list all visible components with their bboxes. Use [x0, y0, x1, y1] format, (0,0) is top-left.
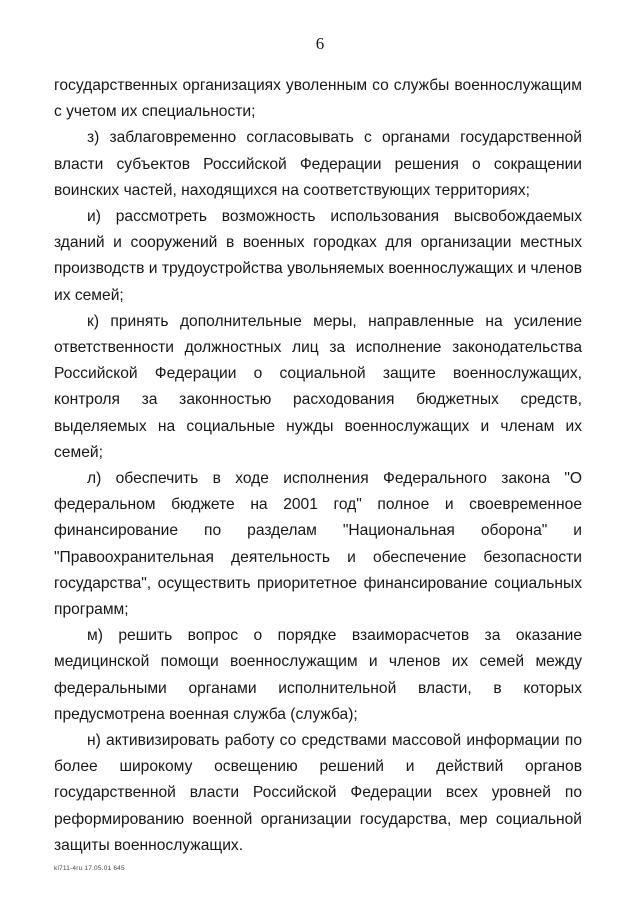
- paragraph-item-m: м) решить вопрос о порядке взаиморасчетов за оказание медицинской помощи военнослужащим и членов их семей между федеральными органами исполнительной власти, в которых предусмотрена военная служба (служба);: [54, 627, 582, 723]
- paragraph-item-i: и) рассмотреть возможность использования высвобождаемых зданий и сооружений в военных городках для организации местных производств и трудоустройства увольняемых военнослужащих и членов их семей;: [54, 208, 582, 304]
- paragraph-item-n: н) активизировать работу со средствами массовой информации по более широкому освещению решений и действий органов государственной власти Российской Федерации всех уровней по реформированию военной организации государства, мер социальной защиты военнослужащих.: [54, 732, 582, 854]
- paragraph-item-z: з) заблаговременно согласовывать с органами государственной власти субъектов Российской Федерации решения о сокращении воинских частей, находящихся на соответствующих территориях;: [54, 129, 582, 199]
- paragraph-item-l: л) обеспечить в ходе исполнения Федерального закона "О федеральном бюджете на 2001 год" полное и своевременное финансирование по разделам "Национальная оборона" и "Правоохранительная деятельность и обеспечение безопасности государства", осуществить приоритетное финансирование социальных программ;: [54, 470, 582, 619]
- paragraph-continuation: государственных организациях уволенным со службы военнослужащим с учетом их специальности;: [54, 77, 582, 121]
- document-footer-code: kl711-4ru 17.05.01 645: [54, 865, 125, 872]
- paragraph-item-k: к) принять дополнительные меры, направленные на усиление ответственности должностных лиц за исполнение законодательства Российской Федерации о социальной защите военнослужащих, контроля за законностью расходования бюджетных средств, выделяемых на социальные нужды военнослужащих и членам их семей;: [54, 312, 582, 461]
- document-body: [54, 73, 582, 859]
- page-number: 6: [315, 34, 325, 53]
